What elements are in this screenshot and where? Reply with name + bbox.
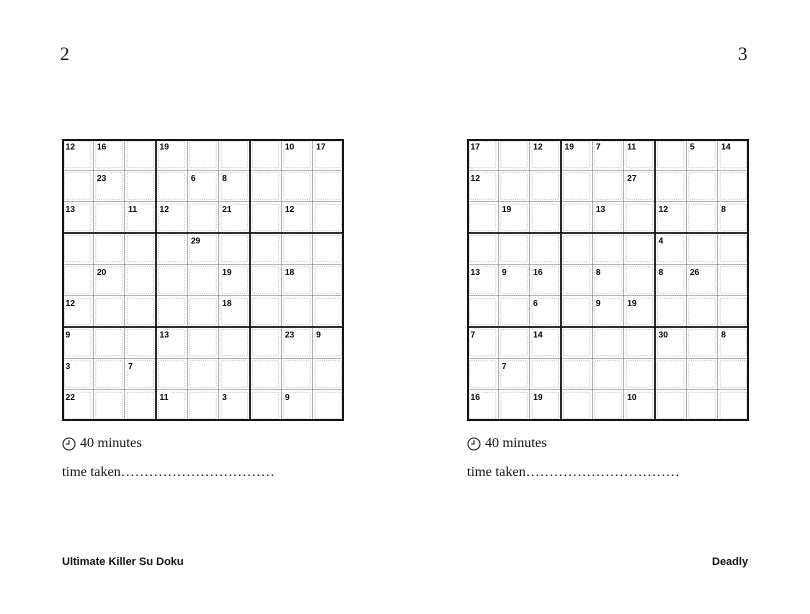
cage-sum-label: 19	[222, 266, 232, 277]
cage-outline	[626, 361, 652, 387]
cage-outline	[595, 361, 621, 387]
cage-sum-label: 4	[658, 235, 664, 246]
cage-sum-label: 16	[470, 392, 480, 403]
cage-outline	[315, 392, 341, 418]
cage-outline	[253, 392, 279, 418]
cage-outline	[658, 298, 684, 324]
cage-sum-label: 19	[159, 141, 169, 152]
book-title-footer: Ultimate Killer Su Doku	[62, 556, 184, 568]
cage-outline	[470, 204, 496, 230]
cage-sum-label: 10	[284, 141, 295, 152]
clock-icon	[62, 437, 76, 451]
cage-outline	[470, 236, 496, 262]
cage-outline	[501, 392, 527, 418]
cage-outline	[501, 330, 527, 356]
cage-sum-label: 8	[721, 329, 726, 340]
cage-outline	[689, 330, 715, 356]
cage-outline	[595, 330, 621, 356]
cage-outline	[564, 361, 590, 387]
cage-outline	[626, 236, 652, 262]
cage-outline	[190, 330, 216, 356]
cage-sum-label: 12	[658, 204, 668, 215]
cage-sum-label: 23	[284, 329, 295, 340]
cage-outline	[221, 330, 247, 356]
cage-outline	[221, 361, 247, 387]
cage-sum-label: 18	[222, 298, 232, 309]
cage-sum-label: 13	[595, 204, 606, 215]
cage-outline	[96, 204, 122, 230]
cage-sum-label: 3	[222, 392, 227, 403]
cage-outline	[159, 267, 185, 293]
difficulty-footer: Deadly	[712, 556, 749, 568]
cage-outline	[720, 298, 746, 324]
cage-sum-label: 12	[65, 298, 75, 309]
cage-outline	[689, 204, 715, 230]
cage-outline	[501, 142, 527, 168]
cage-outline	[720, 267, 746, 293]
cage-outline	[470, 298, 496, 324]
cage-outline	[127, 298, 153, 324]
cage-sum-label: 19	[564, 141, 574, 152]
cage-outline	[564, 236, 590, 262]
cage-sum-label: 7	[501, 360, 507, 371]
cage-sum-label: 27	[627, 172, 637, 183]
cage-sum-label: 9	[284, 392, 290, 403]
cage-sum-label: 23	[96, 172, 107, 183]
cage-outline	[689, 392, 715, 418]
cage-sum-label: 16	[533, 266, 543, 277]
clock-icon	[467, 437, 481, 451]
cage-sum-label: 11	[128, 204, 138, 215]
cage-outline	[532, 361, 558, 387]
cage-sum-label: 7	[128, 360, 133, 371]
cage-outline	[253, 204, 279, 230]
cage-sum-label: 22	[65, 392, 75, 403]
cage-outline	[564, 173, 590, 199]
cage-outline	[190, 204, 216, 230]
cage-sum-label: 8	[658, 266, 664, 277]
cage-outline	[221, 142, 247, 168]
cage-outline	[470, 361, 496, 387]
cage-sum-label: 26	[689, 266, 700, 277]
time-limit	[62, 436, 142, 452]
cage-outline	[190, 361, 216, 387]
cage-outline	[253, 173, 279, 199]
cage-outline	[127, 173, 153, 199]
cage-outline	[253, 142, 279, 168]
cage-sum-label: 14	[721, 141, 731, 152]
cage-sum-label: 12	[65, 141, 75, 152]
cage-outline	[253, 298, 279, 324]
cage-sum-label: 11	[159, 392, 169, 403]
cage-outline	[65, 267, 91, 293]
cage-outline	[720, 236, 746, 262]
cage-outline	[532, 236, 558, 262]
time-limit	[467, 436, 547, 452]
cage-outline	[315, 204, 341, 230]
cage-sum-label: 9	[501, 266, 507, 277]
cage-outline	[658, 142, 684, 168]
cage-outline	[159, 173, 185, 199]
cage-outline	[658, 173, 684, 199]
cage-sum-label: 8	[222, 172, 227, 183]
cage-outline	[689, 361, 715, 387]
cage-outline	[127, 267, 153, 293]
cage-sum-label: 21	[222, 204, 232, 215]
cage-outline	[564, 298, 590, 324]
cage-outline	[96, 392, 122, 418]
killer-sudoku-grid	[62, 139, 344, 421]
cage-sum-label: 17	[316, 141, 326, 152]
cage-outline	[501, 298, 527, 324]
cage-outline	[284, 298, 310, 324]
cage-outline	[96, 330, 122, 356]
cage-outline	[595, 392, 621, 418]
cage-outline	[159, 361, 185, 387]
cage-outline	[96, 236, 122, 262]
cage-outline	[127, 142, 153, 168]
timer-label: 40 minutes	[80, 436, 142, 451]
cage-sum-label: 8	[721, 204, 726, 215]
cage-sum-label: 10	[627, 392, 637, 403]
cage-outline	[720, 361, 746, 387]
cage-outline	[190, 298, 216, 324]
cage-sum-label: 18	[284, 266, 295, 277]
page-number: 3	[738, 44, 748, 65]
cage-outline	[284, 236, 310, 262]
time-taken-field: time taken……………………………	[62, 465, 275, 480]
cage-outline	[626, 204, 652, 230]
cage-sum-label: 9	[595, 298, 601, 309]
cage-outline	[96, 361, 122, 387]
grid-border	[468, 140, 748, 420]
cage-outline	[564, 267, 590, 293]
cage-sum-label: 13	[470, 266, 480, 277]
killer-sudoku-grid	[467, 139, 749, 421]
page-number: 2	[60, 44, 70, 65]
cage-sum-label: 3	[65, 360, 71, 371]
cage-outline	[720, 392, 746, 418]
cage-sum-label: 6	[533, 298, 538, 309]
cage-sum-label: 20	[96, 266, 107, 277]
cage-outline	[315, 236, 341, 262]
cage-outline	[253, 361, 279, 387]
cage-outline	[595, 236, 621, 262]
cage-sum-label: 6	[190, 172, 196, 183]
cage-sum-label: 19	[533, 392, 543, 403]
cage-outline	[253, 330, 279, 356]
time-taken-field: time taken……………………………	[467, 465, 680, 480]
cage-outline	[689, 173, 715, 199]
cage-outline	[315, 298, 341, 324]
cage-sum-label: 11	[627, 141, 637, 152]
cage-sum-label: 29	[190, 235, 201, 246]
cage-sum-label: 5	[689, 141, 695, 152]
cage-outline	[532, 204, 558, 230]
cage-outline	[253, 267, 279, 293]
cage-outline	[253, 236, 279, 262]
cage-outline	[159, 298, 185, 324]
cage-sum-label: 30	[658, 329, 668, 340]
cage-outline	[532, 173, 558, 199]
cage-sum-label: 7	[595, 141, 601, 152]
cage-outline	[626, 267, 652, 293]
cage-sum-label: 13	[159, 329, 169, 340]
cage-outline	[127, 236, 153, 262]
cage-outline	[284, 173, 310, 199]
cage-outline	[190, 267, 216, 293]
cage-outline	[159, 236, 185, 262]
cage-outline	[221, 236, 247, 262]
cage-sum-label: 16	[96, 141, 107, 152]
cage-sum-label: 17	[470, 141, 480, 152]
cage-outline	[595, 173, 621, 199]
cage-outline	[658, 361, 684, 387]
cage-outline	[564, 392, 590, 418]
cage-outline	[720, 173, 746, 199]
cage-sum-label: 8	[595, 266, 601, 277]
cage-outline	[190, 392, 216, 418]
cage-outline	[658, 392, 684, 418]
cage-sum-label: 12	[284, 204, 295, 215]
cage-sum-label: 12	[159, 204, 169, 215]
cage-outline	[564, 330, 590, 356]
cage-outline	[626, 330, 652, 356]
cage-sum-label: 9	[316, 329, 321, 340]
cage-outline	[127, 330, 153, 356]
cage-sum-label: 9	[65, 329, 71, 340]
cage-outline	[65, 173, 91, 199]
cage-outline	[689, 236, 715, 262]
cage-sum-label: 14	[533, 329, 543, 340]
cage-outline	[315, 267, 341, 293]
timer-label: 40 minutes	[485, 436, 547, 451]
cage-outline	[501, 173, 527, 199]
cage-outline	[190, 142, 216, 168]
cage-sum-label: 19	[501, 204, 512, 215]
cage-outline	[315, 173, 341, 199]
cage-sum-label: 12	[470, 172, 480, 183]
cage-sum-label: 7	[470, 329, 476, 340]
cage-outline	[96, 298, 122, 324]
cage-outline	[501, 236, 527, 262]
cage-outline	[65, 236, 91, 262]
cage-outline	[127, 392, 153, 418]
cage-outline	[564, 204, 590, 230]
cage-outline	[284, 361, 310, 387]
cage-outline	[689, 298, 715, 324]
cage-outline	[315, 361, 341, 387]
cage-sum-label: 12	[533, 141, 543, 152]
cage-sum-label: 13	[65, 204, 75, 215]
cage-sum-label: 19	[627, 298, 637, 309]
